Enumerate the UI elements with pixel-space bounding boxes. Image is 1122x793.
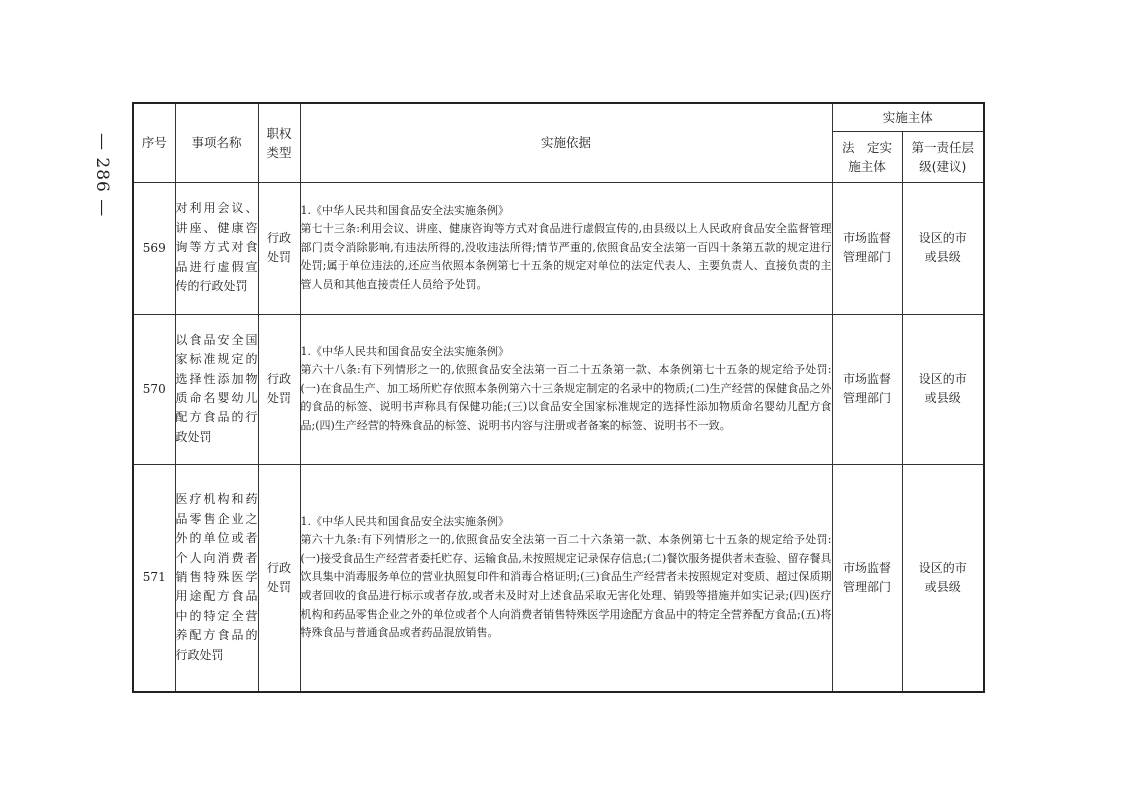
header-name: 事项名称 xyxy=(175,103,258,182)
row-basis xyxy=(300,182,832,314)
row-type-text: 行政处罚 xyxy=(266,560,291,594)
row-first-level xyxy=(902,464,984,692)
row-legal-subject xyxy=(832,464,902,692)
row-name: 医疗机构和药品零售企业之外的单位或者个人向消费者销售特殊医学用途配方食品中的特定全营养配方食品的行政处罚 xyxy=(175,464,258,692)
row-no: 570 xyxy=(133,314,175,464)
row-first-level-text: 设区的市或县级 xyxy=(918,372,967,405)
row-first-level xyxy=(902,314,984,464)
basis-title: 1.《中华人民共和国食品安全法实施条例》 xyxy=(300,203,509,217)
row-first-level-text: 设区的市或县级 xyxy=(918,560,967,594)
row-basis xyxy=(300,314,832,464)
row-type-text: 行政处罚 xyxy=(266,372,291,405)
row-first-level xyxy=(902,182,984,314)
page-number: — 286 — xyxy=(92,132,112,218)
header-first-level xyxy=(902,131,984,182)
row-legal-subject-text: 市场监督管理部门 xyxy=(842,372,891,405)
row-legal-subject xyxy=(832,182,902,314)
table-row xyxy=(133,464,984,692)
header-legal-subject-text: 法 定实施主体 xyxy=(841,139,892,174)
row-type xyxy=(258,464,300,692)
header-type xyxy=(258,103,300,182)
header-first-level-text: 第一责任层级(建议) xyxy=(911,139,974,174)
row-type xyxy=(258,182,300,314)
row-basis xyxy=(300,464,832,692)
table-row xyxy=(133,314,984,464)
basis-body: 第六十八条:有下列情形之一的,依照食品安全法第一百二十五条第一款、本条例第七十五条的规定给予处罚:(一)在食品生产、加工场所贮存依照本条例第六十三条规定制定的名录中的物质;(二)生产经营的保健食品之外的食品的标签、说明书声称具有保健功能;(三)以食品安全国家标准规定的选择性添加物质命名婴幼儿配方食品;(四)生产经营的特殊食品的标签、说明书内容与注册或者备案的标签、说明书不一致。 xyxy=(300,363,832,432)
basis-title: 1.《中华人民共和国食品安全法实施条例》 xyxy=(300,514,509,528)
table-row xyxy=(133,182,984,314)
header-no: 序号 xyxy=(133,103,175,182)
row-legal-subject-text: 市场监督管理部门 xyxy=(842,231,891,264)
basis-body: 第六十九条:有下列情形之一的,依照食品安全法第一百二十六条第一款、本条例第七十五条的规定给予处罚:(一)接受食品生产经营者委托贮存、运输食品,未按照规定记录保存信息;(二)餐饮服务提供者未查验、留存餐具饮具集中消毒服务单位的营业执照复印件和消毒合格证明;(三)食品生产经营者未按照规定对变质、超过保质期或者回收的食品进行标示或者存放,或者未及时对上述食品采取无害化处理、销毁等措施并如实记录;(四)医疗机构和药品零售企业之外的单位或者个人向消费者销售特殊医学用途配方食品中的特定全营养配方食品;(五)将特殊食品与普通食品或者药品混放销售。 xyxy=(300,533,832,640)
row-name: 对利用会议、讲座、健康咨询等方式对食品进行虚假宣传的行政处罚 xyxy=(175,182,258,314)
row-type xyxy=(258,314,300,464)
row-type-text: 行政处罚 xyxy=(266,231,291,264)
row-legal-subject-text: 市场监督管理部门 xyxy=(842,560,891,594)
header-subject: 实施主体 xyxy=(832,103,984,131)
authority-table xyxy=(132,102,985,693)
row-first-level-text: 设区的市或县级 xyxy=(918,231,967,264)
basis-body: 第七十三条:利用会议、讲座、健康咨询等方式对食品进行虚假宣传的,由县级以上人民政府食品安全监督管理部门责令消除影响,有违法所得的,没收违法所得;情节严重的,依照食品安全法第一百四十条第五款的规定进行处罚;属于单位违法的,还应当依照本条例第七十五条的规定对单位的法定代表人、主要负责人、直接负责的主管人员和其他直接责任人员给予处罚。 xyxy=(300,222,832,291)
row-no: 571 xyxy=(133,464,175,692)
row-no: 569 xyxy=(133,182,175,314)
header-basis: 实施依据 xyxy=(300,103,832,182)
basis-title: 1.《中华人民共和国食品安全法实施条例》 xyxy=(300,344,509,358)
header-legal-subject xyxy=(832,131,902,182)
row-name: 以食品安全国家标准规定的选择性添加物质命名婴幼儿配方食品的行政处罚 xyxy=(175,314,258,464)
header-type-text: 职权类型 xyxy=(266,125,292,160)
row-legal-subject xyxy=(832,314,902,464)
